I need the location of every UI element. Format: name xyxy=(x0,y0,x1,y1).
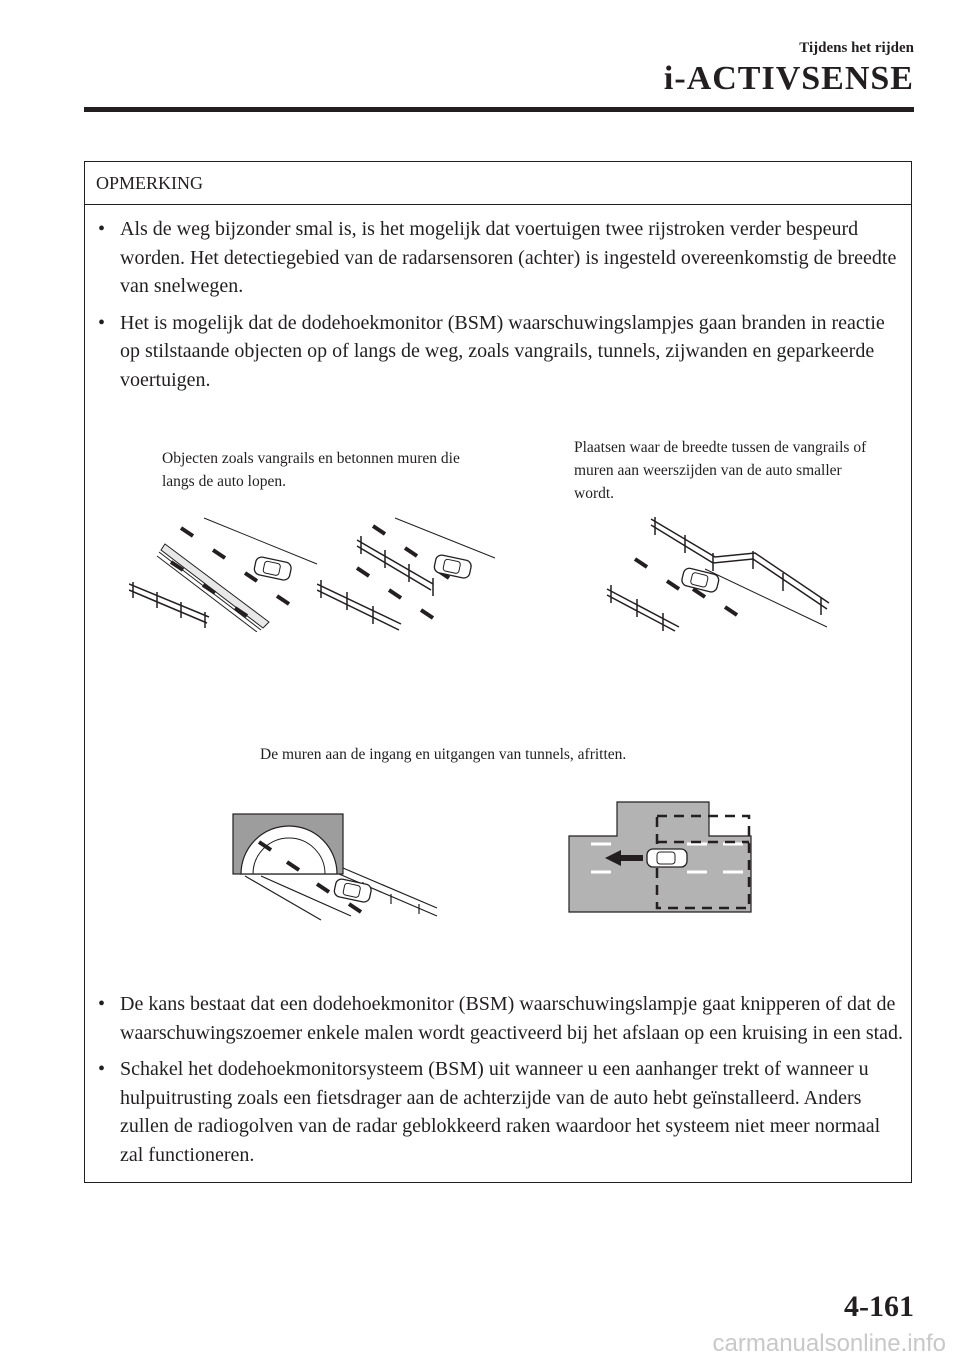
car-icon xyxy=(647,849,687,867)
caption-narrowing: Plaatsen waar de breedte tussen de vangrails of muren aan weerszijden van de auto smaller wordt. xyxy=(574,439,867,502)
bullet-text: De kans bestaat dat een dodehoekmonitor (BSM) waarschuwingslampje gaat knipperen of dat de waarschuwingszoemer enkele malen wordt geactiveerd bij het afslaan op een kruising in een stad. xyxy=(120,993,904,1044)
section-label: Tijdens het rijden xyxy=(799,40,914,56)
bullet-text: Als de weg bijzonder smal is, is het mogelijk dat voertuigen twee rijstroken verder bespeurd worden. Het detectiegebied van de radarsensoren (achter) is ingesteld overeenkomstig de breedte van snelwegen. xyxy=(120,218,897,297)
bullet-dot: • xyxy=(98,311,106,334)
note-bullets-bottom xyxy=(96,990,904,1177)
watermark: carmanualsonline.info xyxy=(712,1330,946,1357)
bullet-text: Schakel het dodehoekmonitorsysteem (BSM) uit wanneer u een aanhanger trekt of wanneer u hulpuitrusting zoals een fietsdrager aan de achterzijde van de auto hebt geïnstalleerd. Anders zullen de radiogolven van de radar geblokkeerd raken waardoor het systeem niet meer normaal zal functioneren. xyxy=(120,1058,881,1166)
bullet-item xyxy=(96,309,904,395)
car-icon xyxy=(253,556,292,581)
car-icon xyxy=(681,567,720,593)
bullet-item xyxy=(96,1055,904,1169)
illustration-narrowing xyxy=(605,515,835,633)
bullet-item xyxy=(96,990,904,1047)
car-icon xyxy=(333,878,372,903)
page-title: i-ACTIVSENSE xyxy=(663,60,914,97)
page-number: 4-161 xyxy=(844,1290,914,1323)
illustration-concrete-wall xyxy=(129,512,319,632)
note-heading: OPMERKING xyxy=(85,162,911,205)
bullet-dot: • xyxy=(98,218,106,240)
header-rule xyxy=(84,107,914,112)
bullet-item xyxy=(96,215,904,301)
bullet-dot: • xyxy=(98,993,106,1015)
bullet-text: Het is mogelijk dat de dodehoekmonitor (BSM) waarschuwingslampjes gaan branden in reactie op stilstaande objecten op of langs de weg, zoals vangrails, tunnels, zijwanden en geparkeerde voertuigen. xyxy=(120,311,885,391)
illustration-intersection xyxy=(567,800,753,914)
caption-guardrails: Objecten zoals vangrails en betonnen muren die langs de auto lopen. xyxy=(162,450,460,490)
illustration-guardrails xyxy=(317,514,497,632)
note-bullets-top xyxy=(96,215,904,402)
car-icon xyxy=(433,554,472,579)
illustration-tunnel xyxy=(231,812,441,922)
bullet-dot: • xyxy=(98,1058,106,1080)
caption-tunnels: De muren aan de ingang en uitgangen van tunnels, afritten. xyxy=(260,746,627,763)
note-box xyxy=(84,161,912,1183)
